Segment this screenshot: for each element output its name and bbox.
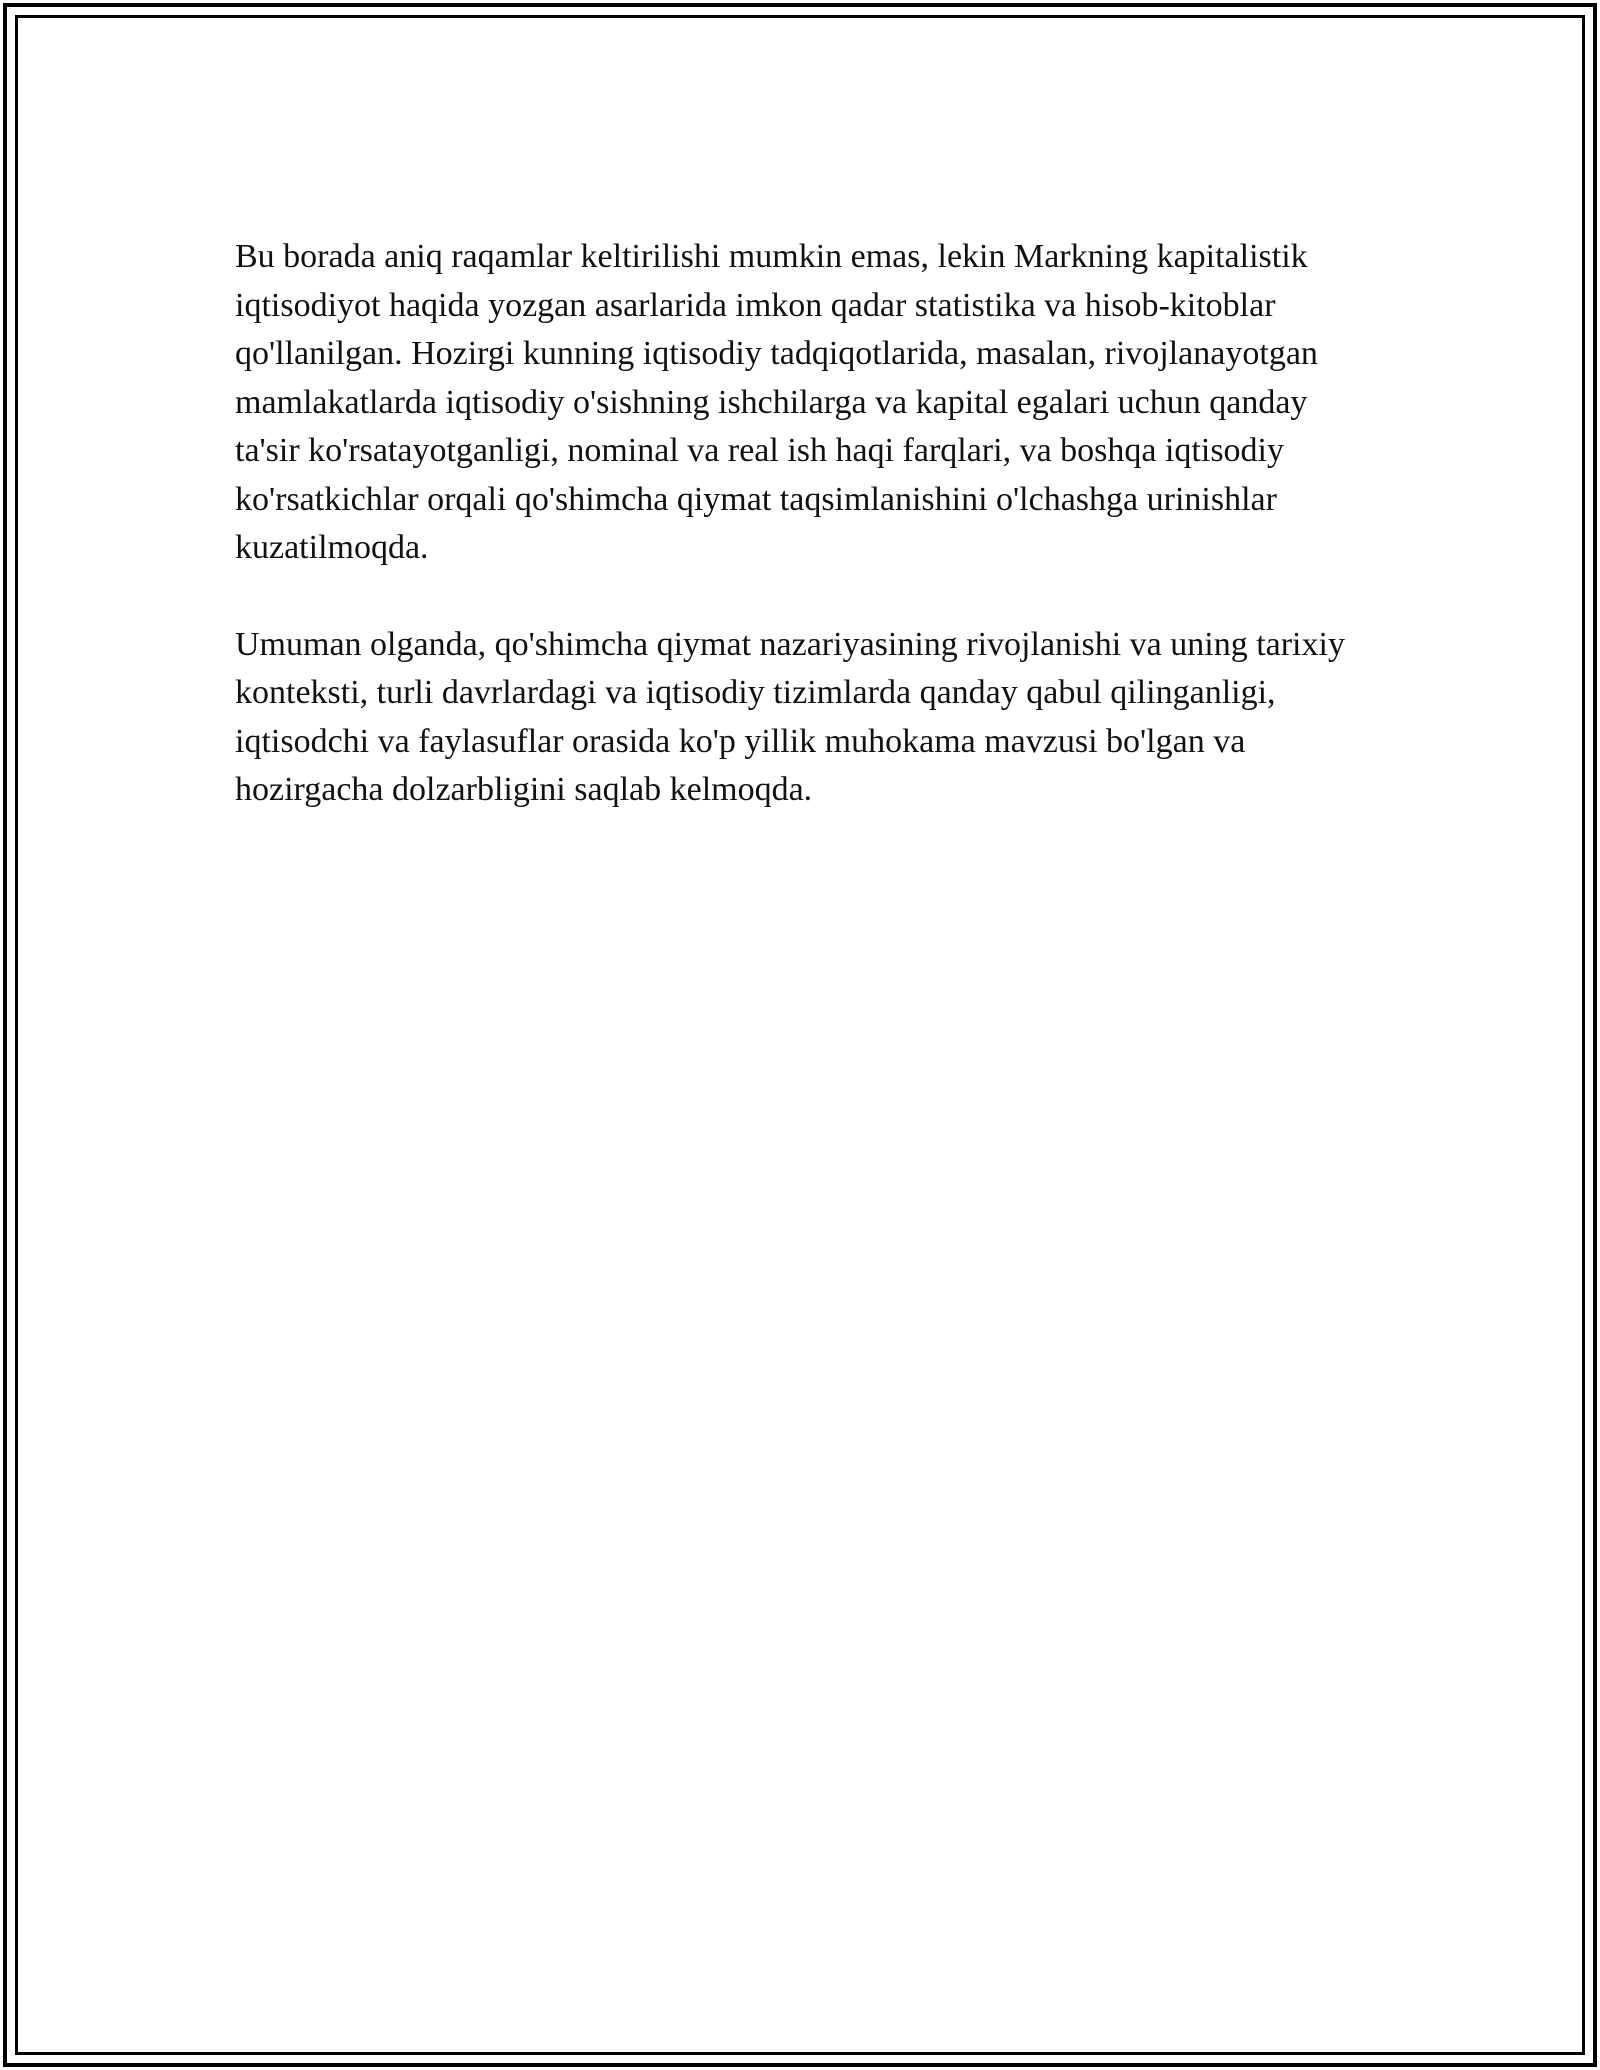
paragraph-1: Bu borada aniq raqamlar keltirilishi mumkin emas, lekin Markning kapitalistik iqtisodiyot haqida yozgan asarlarida imkon qadar statistika va hisob-kitoblar qo'llanilgan. Hozirgi kunning iqtisodiy tadqiqotlarida, masalan, rivojlanayotgan mamlakatlarda iqtisodiy o'sishning ishchilarga va kapital egalari uchun qanday ta'sir ko'rsatayotganligi, nominal va real ish haqi farqlari, va boshqa iqtisodiy ko'rsatkichlar orqali qo'shimcha qiymat taqsimlanishini o'lchashga urinishlar kuzatilmoqda. <box>235 238 1318 566</box>
document-body <box>235 233 1360 863</box>
paragraph-2: Umuman olganda, qo'shimcha qiymat nazariyasining rivojlanishi va uning tarixiy konteksti, turli davrlardagi va iqtisodiy tizimlarda qanday qabul qilinganligi, iqtisodchi va faylasuflar orasida ko'p yillik muhokama mavzusi bo'lgan va hozirgacha dolzarbligini saqlab kelmoqda. <box>235 625 1345 808</box>
